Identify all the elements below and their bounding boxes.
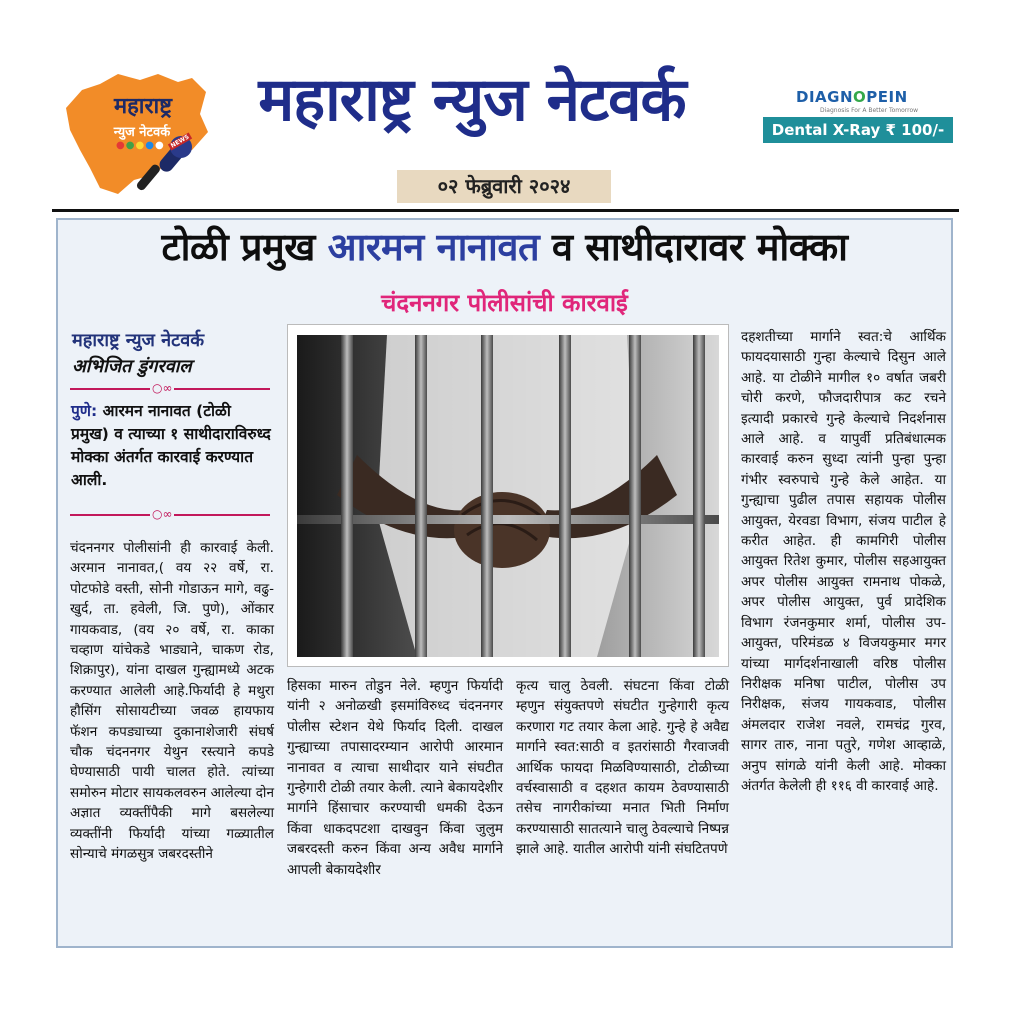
lead-paragraph: पुणे: आरमन नानावत (टोळी प्रमुख) व त्याच्या १ साथीदाराविरुध्द मोक्का अंतर्गत कारवाई करण्यात आली. bbox=[71, 402, 271, 489]
divider-ornament: ○∞ bbox=[70, 508, 270, 522]
logo-title: महाराष्ट्र bbox=[113, 93, 173, 119]
logo-subtitle: न्युज नेटवर्क bbox=[113, 125, 171, 140]
mic-news-label: NEWS bbox=[169, 133, 191, 150]
brand-logo bbox=[60, 70, 210, 198]
logo-dots: ●●●●● bbox=[116, 140, 165, 151]
ad-tagline: Diagnosis For A Better Tomorrow bbox=[820, 107, 919, 114]
masthead-rule bbox=[52, 209, 959, 212]
byline-author: अभिजित डुंगरवाल bbox=[72, 356, 192, 377]
article-column-1: चंदननगर पोलीसांनी ही कारवाई केली. अरमान नानावत,( वय २२ वर्षे, रा. पोटफोडे वस्ती, सोनी गोडाऊन मागे, वढु-खुर्द, ता. हवेली, जि. पुणे), ओंकार गायकवाड, (वय २० वर्षे, रा. काका चव्हाण यांचेकडे भाड्याने, चाकण रोड, शिक्रापुर), यांना दाखल गुन्ह्यामध्ये अटक करण्यात आलेली आहे.फिर्यादी हे मथुरा हौसिंग सोसायटीच्या जवळ हायफाय फॅशन कपड्याच्या दुकानाशेजारी संघर्ष चौक चंदननगर येथुन रस्त्याने कपडे घेण्यासाठी पायी चालत होते. त्यांच्या समोरुन मोटार सायकलवरुन आलेल्या दोन अज्ञात व्यक्तींपैकी मागे बसलेल्या व्यक्तींनी फिर्यादी यांच्या गळ्यातील सोन्याचे मंगळसुत्र जबरदस्तीने bbox=[70, 540, 274, 863]
article-column-4: दहशतीच्या मार्गाने स्वत:चे आर्थिक फायदयासाठी गुन्हा केल्याचे दिसुन आले आहे. या टोळीने मागील १० वर्षात जबरी चोरी करणे, फौजदारीपात्र कट रचने इत्यादी प्रकारचे गुन्हे केल्याचे निदर्शनास आले आहे. व यापुर्वी प्रतिबंधात्मक कारवाई करुन सुध्दा त्यांनी पुन्हा पुन्हा गंभीर स्वरुपाचे गुन्हे केले आहेत. या गुन्ह्याचा पुढील तपास सहायक पोलीस आयुक्त, येरवडा विभाग, संजय पाटील हे करीत आहेत. ही कामगिरी पोलीस आयुक्त रितेश कुमार, पोलीस सहआयुक्त अपर पोलीस आयुक्त रामनाथ पोकळे, अपर पोलीस आयुक्त, पुर्व प्रादेशिक विभाग रंजनकुमार शर्मा, पोलीस उप-आयुक्त, परिमंडळ ४ विजयकुमार मगर यांच्या मार्गदर्शनाखाली वरिष्ठ पोलीस निरीक्षक मनिषा पाटील, पोलीस उप निरीक्षक, संजय गायकवाड, पोलीस अंमलदार राजेश नवले, रामचंद्र गुरव, सागर तारु, नाना पतुरे, गणेश आव्हाळे, अनुप सांगळे यांनी केली आहे. मोक्का अंतर्गत केलेली ही ११६ वी कारवाई आहे. bbox=[741, 329, 946, 794]
ad-brand: DIAGNOPEIN bbox=[796, 88, 908, 106]
masthead-title: महाराष्ट्र न्युज नेटवर्क bbox=[258, 65, 686, 135]
article-headline: टोळी प्रमुख आरमन नानावत व साथीदारावर मोक्का bbox=[161, 225, 848, 269]
divider-ornament: ○∞ bbox=[70, 382, 270, 396]
byline bbox=[72, 328, 262, 378]
issue-date: ०२ फेब्रुवारी २०२४ bbox=[397, 170, 611, 203]
article-column-2: हिसका मारुन तोडुन नेले. म्हणुन फिर्यादी यांनी २ अनोळखी इसमांविरुध्द चंदननगर पोलीस स्टेशन येथे फिर्याद दिली. दाखल गुन्ह्याच्या तपासादरम्यान आरोपी आरमान नानावत व त्याचा साथीदार याने संघटीत गुन्हेगारी टोळी तयार केली. त्याने बेकायदेशीर मार्गाने हिंसाचार करण्याची धमकी देऊन किंवा धाकदपटशा दाखवुन किंवा जुलुम जबरदस्ती करुन किंवा अन्य अवैध मार्गाने आपली बेकायदेशीर bbox=[287, 678, 503, 878]
article-subheadline: चंदननगर पोलीसांची कारवाई bbox=[381, 289, 628, 317]
article-column-3: कृत्य चालु ठेवली. संघटना किंवा टोळी म्हणुन संयुक्तपणे संघटीत गुन्हेगारी कृत्य करणारा गट तयार केला आहे. गुन्हे हे अवैद्य मार्गाने स्वत:साठी व इतरांसाठी गैरवाजवी आर्थिक फायदा मिळविण्यासाठी, टोळीच्या वर्चस्वासाठी व दहशत कायम ठेवण्यासाठी तसेच नागरीकांच्या मनात भिती निर्माण करण्यासाठी सातत्याने चालु ठेवल्याचे निष्पन्न झाले आहे. यातील आरोपी यांनी संघटितपणे bbox=[516, 678, 729, 858]
ad-offer: Dental X-Ray ₹ 100/- bbox=[763, 117, 953, 143]
jail-bars-image bbox=[297, 335, 719, 657]
article-photo bbox=[287, 324, 729, 667]
byline-organization: महाराष्ट्र न्युज नेटवर्क bbox=[72, 330, 205, 351]
